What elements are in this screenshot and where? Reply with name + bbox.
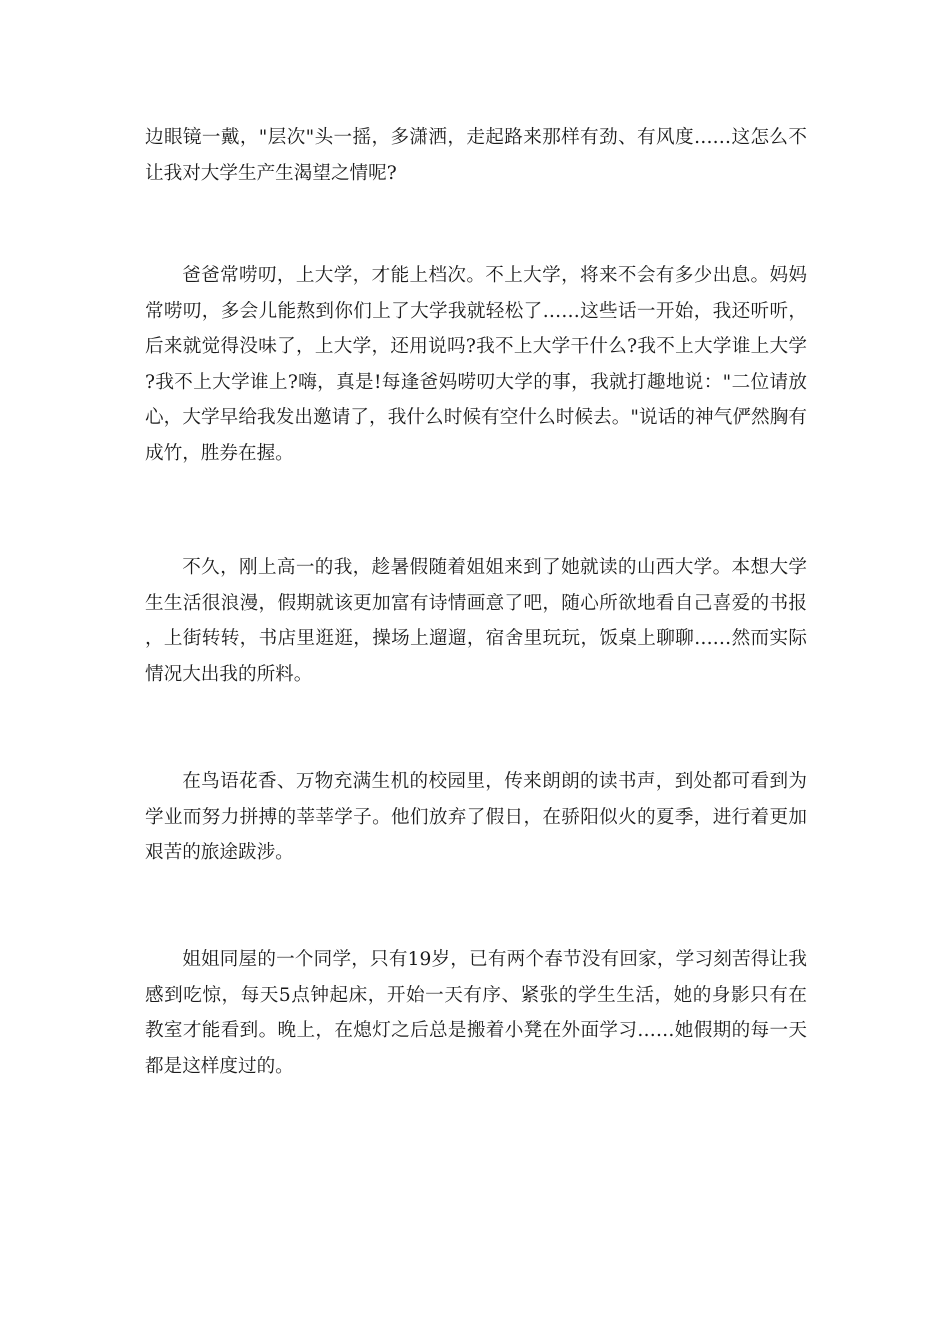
paragraph-roommate: 姐姐同屋的一个同学，只有19岁，已有两个春节没有回家，学习刻苦得让我感到吃惊，每天5点钟起床，开始一天有序、紧张的学生生活，她的身影只有在教室才能看到。晚上，在熄灯之后总是搬着小凳在外面学习……她假期的每一天都是这样度过的。: [145, 949, 807, 1077]
paragraph-summer-visit: 不久，刚上高一的我，趁暑假随着姐姐来到了她就读的山西大学。本想大学生生活很浪漫，假期就该更加富有诗情画意了吧，随心所欲地看自己喜爱的书报，上街转转，书店里逛逛，操场上遛遛，宿舍里玩玩，饭桌上聊聊……然而实际情况大出我的所料。: [145, 557, 807, 685]
paragraph-campus-scene: 在鸟语花香、万物充满生机的校园里，传来朗朗的读书声，到处都可看到为学业而努力拼搏的莘莘学子。他们放弃了假日，在骄阳似火的夏季，进行着更加艰苦的旅途跋涉。: [145, 771, 807, 864]
paragraph-continuation: 边眼镜一戴，"层次"头一摇，多潇洒，走起路来那样有劲、有风度……这怎么不让我对大学生产生渴望之情呢?: [145, 127, 807, 184]
paragraph-parents-nagging: 爸爸常唠叨，上大学，才能上档次。不上大学，将来不会有多少出息。妈妈常唠叨，多会儿能熬到你们上了大学我就轻松了……这些话一开始，我还听听，后来就觉得没味了，上大学，还用说吗?我不上大学干什么?我不上大学谁上大学?我不上大学谁上?嗨，真是!每逢爸妈唠叨大学的事，我就打趣地说："二位请放心，大学早给我发出邀请了，我什么时候有空什么时候去。"说话的神气俨然胸有成竹，胜券在握。: [145, 265, 807, 464]
